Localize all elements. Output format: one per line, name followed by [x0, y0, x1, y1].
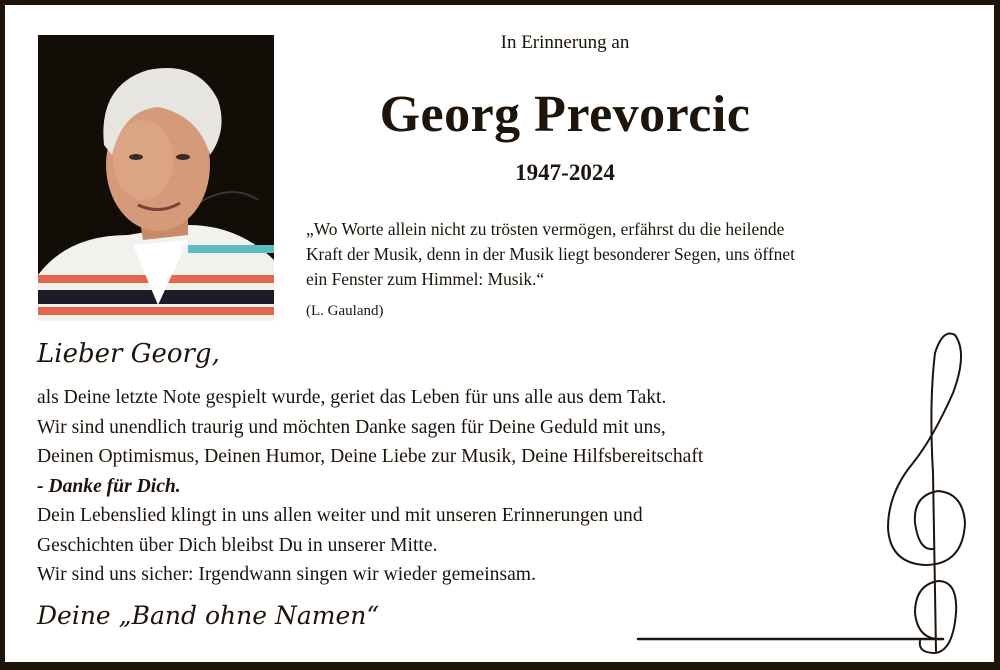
salutation: Lieber Georg,: [37, 339, 220, 369]
message-line: Deinen Optimismus, Deinen Humor, Deine Liebe zur Musik, Deine Hilfsbereitschaft: [37, 446, 704, 467]
quote-source: (L. Gauland): [306, 303, 384, 319]
quote-line: „Wo Worte allein nicht zu trösten vermögen, erfährst du die heilende: [306, 219, 785, 239]
quote-line: Kraft der Musik, denn in der Musik liegt besonderer Segen, uns öffnet: [306, 244, 795, 264]
signature: Deine „Band ohne Namen“: [37, 601, 380, 630]
life-years: 1947-2024: [515, 160, 615, 185]
message-line: Geschichten über Dich bleibst Du in unserer Mitte.: [37, 534, 438, 556]
message-line: Wir sind uns sicher: Irgendwann singen wir wieder gemeinsam.: [37, 564, 536, 585]
deceased-name: Georg Prevorcic: [379, 86, 751, 143]
quote: [306, 217, 986, 292]
message-line: als Deine letzte Note gespielt wurde, geriet das Leben für uns alle aus dem Takt.: [37, 387, 667, 408]
intro-text: In Erinnerung an: [500, 32, 630, 53]
message-thanks: - Danke für Dich.: [37, 475, 181, 497]
obituary-notice: [5, 5, 994, 662]
message-line: Wir sind unendlich traurig und möchten Danke sagen für Deine Geduld mit uns,: [37, 416, 666, 438]
message-line: Dein Lebenslied klingt in uns allen weiter und mit unseren Erinnerungen und: [37, 505, 643, 526]
quote-line: ein Fenster zum Himmel: Musik.“: [306, 269, 545, 289]
portrait-photo: [38, 35, 274, 321]
treble-clef-icon: [633, 323, 993, 668]
